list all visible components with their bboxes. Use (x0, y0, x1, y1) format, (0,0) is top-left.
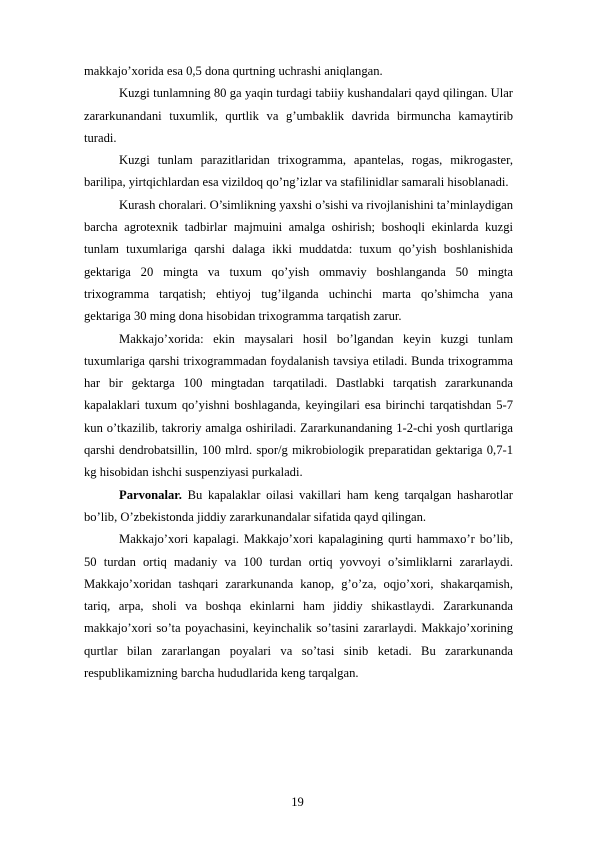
paragraph-bold-lead: Parvonalar. (119, 487, 182, 502)
paragraph-text: Kuzgi tunlam parazitlaridan trixogramma, apantelas, rogas, mikrogaster, barilipa, yirtqichlardan esa vizildoq qo’ng’izlar va stafilinidlar samarali hisoblanadi. (84, 153, 513, 190)
paragraph-corn-trichogramma (84, 328, 513, 484)
paragraph-text: Kurash choralari. O’simlikning yaxshi o’sishi va rivojlanishini ta’minlaydigan barcha agrotexnik tadbirlar majmuini amalga oshirish; boshoqli ekinlarda kuzgi tunlam tuxumlariga qarshi dalaga ikki muddatda: tuxum qo’yish boshlanishida gektariga 20 mingta va tuxum qo’yish ommaviy boshlanganda 50 mingta trixogramma tarqatish; ehtiyoj tug’ilganda uchinchi marta qo’shimcha yana gektariga 30 ming dona hisobidan trixogramma tarqatish zarur. (84, 197, 513, 324)
paragraph-continuation (84, 60, 513, 82)
paragraph-text: Bu kapalaklar oilasi vakillari ham keng tarqalgan hasharotlar bo’lib, O’zbekistonda jiddiy zararkunandalar sifatida qayd qilingan. (84, 487, 513, 524)
paragraph-text: makkajo’xorida esa 0,5 dona qurtning uchrashi aniqlangan. (84, 64, 383, 78)
paragraph-corn-moth (84, 528, 513, 684)
paragraph-text: Makkajo’xori kapalagi. Makkajo’xori kapalagining qurti hammaxo’r bo’lib, 50 turdan ortiq madaniy va 100 turdan ortiq yovvoyi o’simliklarni zararlaydi. Makkajo’xoridan tashqari zararkunanda kanop, g’o’za, oqjo’xori, shakarqamish, tariq, arpa, sholi va boshqa ekinlarni ham jiddiy shikastlaydi. Zararkunanda makkajo’xori so’ta poyachasini, keyinchalik so’tasini zararlaydi. Makkajo’xorining qurtlar bilan zararlangan poyalari va so’tasi sinib ketadi. Bu zararkunanda respublikamizning barcha hududlarida keng tarqalgan. (84, 532, 513, 681)
paragraph-control-measures (84, 194, 513, 328)
paragraph-parasites (84, 149, 513, 194)
paragraph-text: Kuzgi tunlamning 80 ga yaqin turdagi tabiiy kushandalari qayd qilingan. Ular zararkunandani tuxumlik, qurtlik va g’umbaklik davrida birmuncha kamaytirib turadi. (84, 86, 513, 145)
paragraph-text: Makkajo’xorida: ekin maysalari hosil bo’lgandan keyin kuzgi tunlam tuxumlariga qarshi trixogrammadan foydalanish tavsiya etiladi. Bunda trixogramma har bir gektarga 100 mingtadan tarqatiladi. Dastlabki tarqatish zararkunanda kapalaklari tuxum qo’yishni boshlaganda, keyingilari esa birinchi tarqatishdan 5-7 kun o’tkazilib, takroriy amalga oshiriladi. Zararkunandaning 1-2-chi yosh qurtlariga qarshi dendrobatsillin, 100 mlrd. spor/g mikrobiologik preparatidan gektariga 0,7-1 kg hisobidan ishchi suspenziyasi purkaladi. (84, 331, 513, 480)
document-body (84, 60, 513, 684)
page-number: 19 (291, 795, 304, 809)
paragraph-parvonalar (84, 484, 513, 529)
paragraph-natural-enemies (84, 82, 513, 149)
